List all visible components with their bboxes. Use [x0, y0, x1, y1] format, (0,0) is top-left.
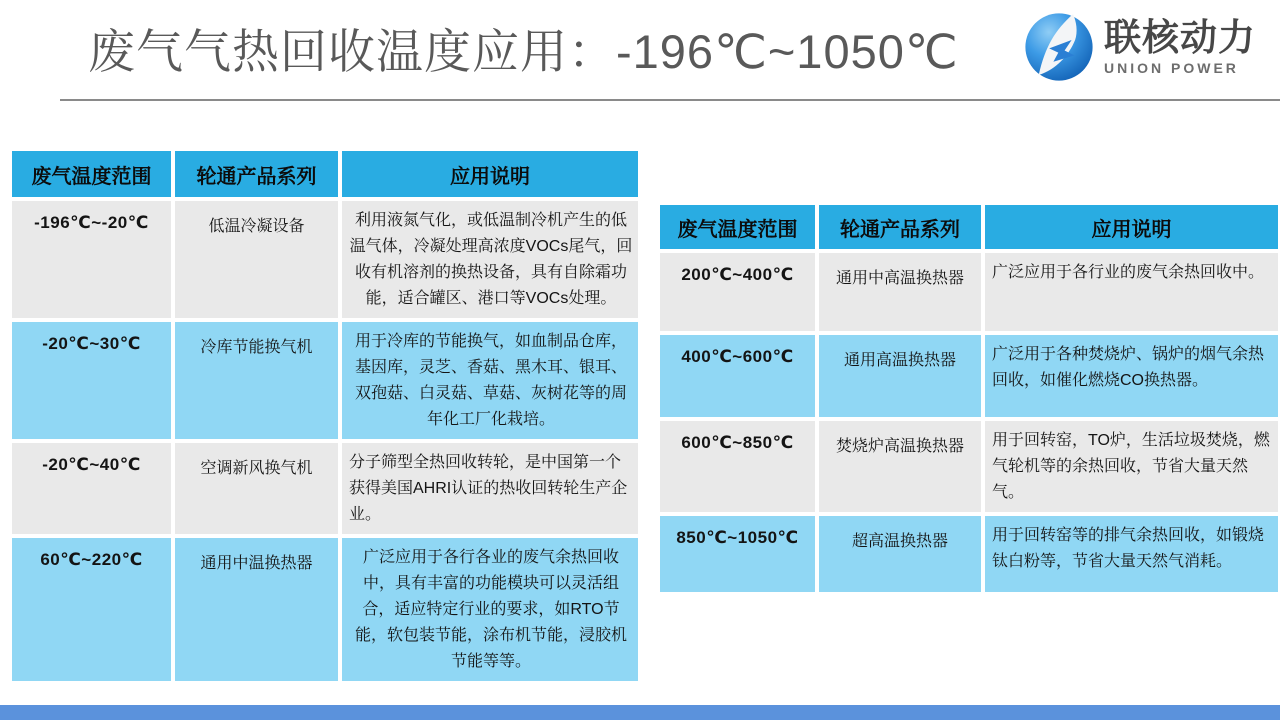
title-divider: [60, 99, 1280, 101]
cell-temp-range: 600℃~850℃: [660, 421, 815, 512]
cell-product: 通用中温换热器: [175, 538, 338, 681]
company-logo: [1024, 12, 1256, 82]
column-header-temp-range: 废气温度范围: [12, 151, 171, 197]
logo-text-en: UNION POWER: [1104, 60, 1239, 76]
cell-temp-range: 60℃~220℃: [12, 538, 171, 681]
cell-temp-range: 200℃~400℃: [660, 253, 815, 331]
cell-temp-range: 850℃~1050℃: [660, 516, 815, 592]
cell-description: 广泛应用于各行各业的废气余热回收中，具有丰富的功能模块可以灵活组合，适应特定行业的要求，如RTO节能，软包装节能，涂布机节能，浸胶机节能等等。: [342, 538, 638, 681]
cell-product: 通用中高温换热器: [819, 253, 981, 331]
column-header-application: 应用说明: [985, 205, 1278, 249]
cell-temp-range: -20℃~30℃: [12, 322, 171, 439]
cell-product: 通用高温换热器: [819, 335, 981, 417]
cell-product: 焚烧炉高温换热器: [819, 421, 981, 512]
cell-description: 分子筛型全热回收转轮，是中国第一个获得美国AHRI认证的热收回转轮生产企业。: [342, 443, 638, 534]
left-temperature-table: [12, 151, 638, 681]
right-temperature-table: [660, 205, 1278, 592]
cell-temp-range: 400℃~600℃: [660, 335, 815, 417]
page-title: 废气气热回收温度应用：-196℃~1050℃: [88, 25, 959, 78]
cell-product: 冷库节能换气机: [175, 322, 338, 439]
cell-description: 用于回转窑，TO炉，生活垃圾焚烧，燃气轮机等的余热回收，节省大量天然气。: [985, 421, 1278, 512]
logo-text-block: [1104, 18, 1256, 76]
cell-description: 利用液氮气化，或低温制冷机产生的低温气体，冷凝处理高浓度VOCs尾气，回收有机溶剂的换热设备，具有自除霜功能，适合罐区、港口等VOCs处理。: [342, 201, 638, 318]
logo-text-cn: 联核动力: [1104, 17, 1256, 58]
cell-description: 用于冷库的节能换气，如血制品仓库，基因库，灵芝、香菇、黑木耳、银耳、双孢菇、白灵菇、草菇、灰树花等的周年化工厂化栽培。: [342, 322, 638, 439]
cell-description: 广泛用于各种焚烧炉、锅炉的烟气余热回收，如催化燃烧CO换热器。: [985, 335, 1278, 417]
cell-product: 超高温换热器: [819, 516, 981, 592]
union-power-globe-icon: [1024, 12, 1094, 82]
cell-description: 用于回转窑等的排气余热回收，如锻烧钛白粉等，节省大量天然气消耗。: [985, 516, 1278, 592]
column-header-product-series: 轮通产品系列: [819, 205, 981, 249]
cell-product: 空调新风换气机: [175, 443, 338, 534]
cell-temp-range: -196℃~-20℃: [12, 201, 171, 318]
column-header-temp-range: 废气温度范围: [660, 205, 815, 249]
cell-temp-range: -20℃~40℃: [12, 443, 171, 534]
footer-accent-bar: [0, 705, 1280, 720]
column-header-product-series: 轮通产品系列: [175, 151, 338, 197]
cell-product: 低温冷凝设备: [175, 201, 338, 318]
cell-description: 广泛应用于各行业的废气余热回收中。: [985, 253, 1278, 331]
column-header-application: 应用说明: [342, 151, 638, 197]
